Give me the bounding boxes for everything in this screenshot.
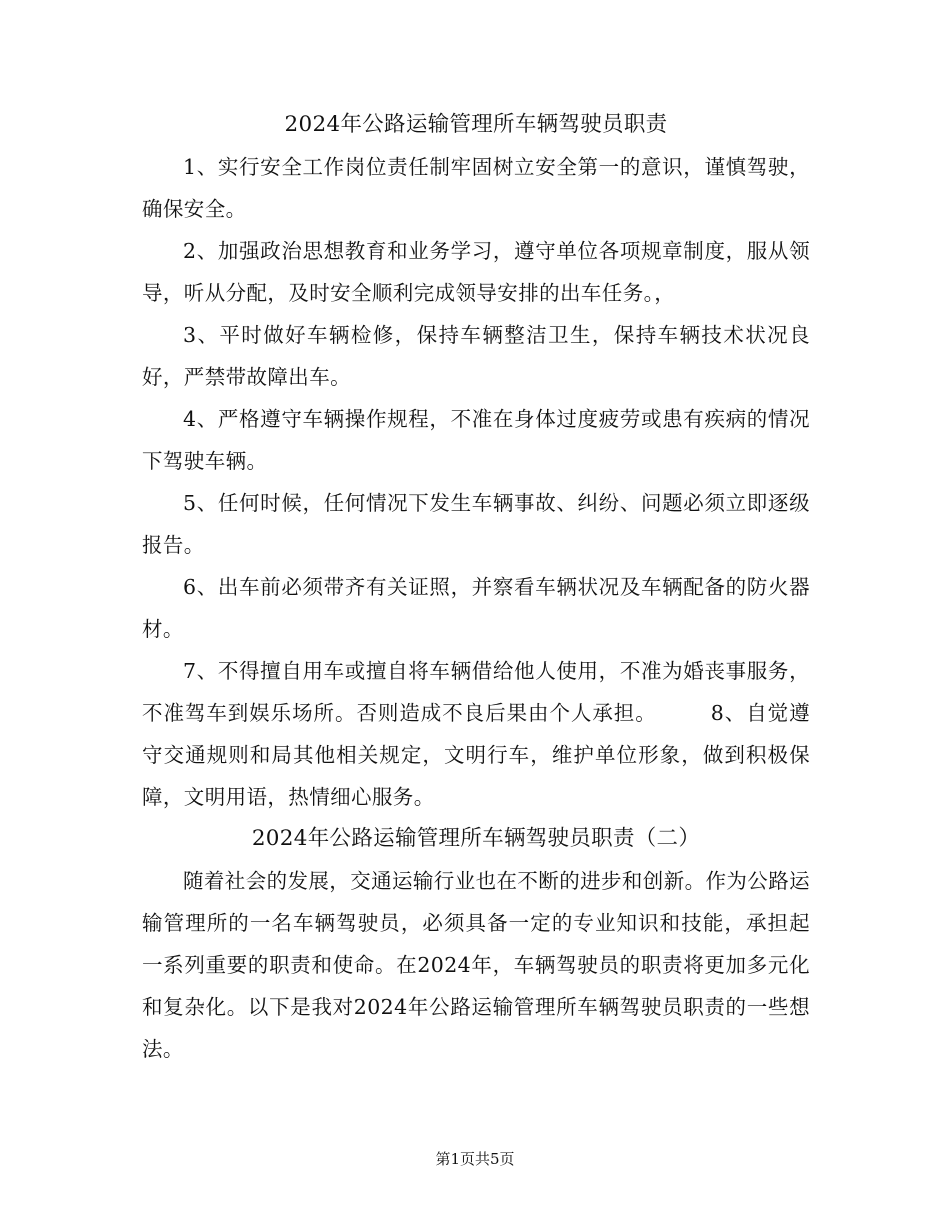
section-title: 2024年公路运输管理所车辆驾驶员职责（二） xyxy=(251,826,701,851)
paragraph-1: 1、实行安全工作岗位责任制牢固树立安全第一的意识，谨慎驾驶，确保安全。 xyxy=(142,155,810,221)
paragraph-2: 2、加强政治思想教育和业务学习，遵守单位各项规章制度，服从领导，听从分配，及时安全顺利完成领导安排的出车任务。， xyxy=(142,239,810,305)
document-body xyxy=(142,104,810,1070)
page-number: 第1页共5页 xyxy=(435,1150,515,1168)
document-title: 2024年公路运输管理所车辆驾驶员职责 xyxy=(284,112,668,137)
intro-paragraph: 随着社会的发展，交通运输行业也在不断的进步和创新。作为公路运输管理所的一名车辆驾驶员，必须具备一定的专业知识和技能，承担起一系列重要的职责和使命。在2024年，车辆驾驶员的职责将更加多元化和复杂化。以下是我对2024年公路运输管理所车辆驾驶员职责的一些想法。 xyxy=(142,869,810,1061)
paragraph-5: 5、任何时候，任何情况下发生车辆事故、纠纷、问题必须立即逐级报告。 xyxy=(142,491,810,557)
paragraph-3: 3、平时做好车辆检修，保持车辆整洁卫生，保持车辆技术状况良好，严禁带故障出车。 xyxy=(142,323,810,389)
paragraph-7: 7、不得擅自用车或擅自将车辆借给他人使用，不准为婚丧事服务，不准驾车到娱乐场所。否则造成不良后果由个人承担。 8、自觉遵守交通规则和局其他相关规定，文明行车，维护单位形象，做到积极保障，文明用语，热情细心服务。 xyxy=(142,659,810,809)
paragraph-4: 4、严格遵守车辆操作规程，不准在身体过度疲劳或患有疾病的情况下驾驶车辆。 xyxy=(142,407,810,473)
paragraph-6: 6、出车前必须带齐有关证照，并察看车辆状况及车辆配备的防火器材。 xyxy=(142,575,810,641)
